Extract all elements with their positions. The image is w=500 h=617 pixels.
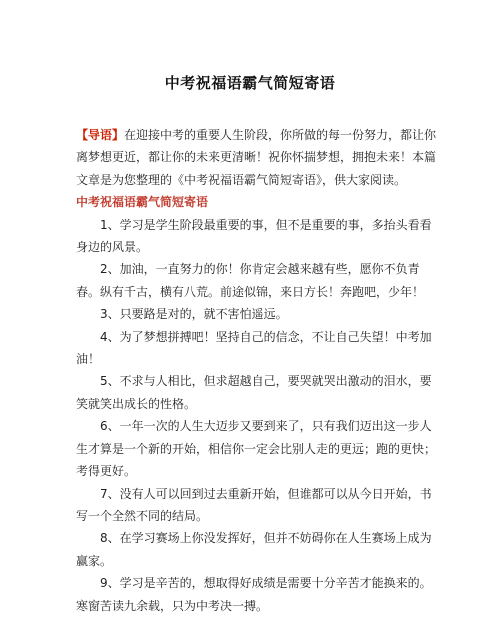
list-item: 3、只要路是对的，就不害怕遥远。: [100, 307, 288, 322]
list-item: 2、加油，一直努力的你！你肯定会越来越有些，愿你不负青春。纵有千古，横有八荒。前途似锦，来日方长！奔跑吧，少年！: [76, 262, 425, 299]
list-item: 9、学习是辛苦的，想取得好成绩是需要十分辛苦才能换来的。寒窗苦读九余载，只为中考决一搏。: [76, 576, 432, 613]
list-item: 4、为了梦想拼搏吧！坚持自己的信念，不让自己失望！中考加油！: [76, 329, 432, 367]
article-body: [76, 124, 438, 617]
list-item: 6、一年一次的人生大迈步又要到来了，只有我们迈出这一步人生才算是一个新的开始，相信你一定会比别人走的更远；跑的更快；考得更好。: [76, 419, 437, 479]
list-item: 5、不求与人相比，但求超越自己，要哭就哭出激动的泪水，要笑就笑出成长的性格。: [76, 374, 432, 411]
section-heading: 中考祝福语霸气简短寄语: [76, 195, 209, 210]
intro-text: 在迎接中考的重要人生阶段，你所做的每一份努力，都让你离梦想更近，都让你的未来更清晰！祝你怀揣梦想，拥抱未来！本篇文章是为您整理的《中考祝福语霸气简短寄语》，供大家阅读。: [76, 128, 437, 187]
intro-tag: 【导语】: [76, 128, 125, 142]
list-item: 8、在学习赛场上你没发挥好，但并不妨碍你在人生赛场上成为赢家。: [76, 531, 432, 568]
list-item: 7、没有人可以回到过去重新开始，但谁都可以从今日开始，书写一个全然不同的结局。: [76, 486, 432, 523]
article-title: 中考祝福语霸气简短寄语: [164, 74, 336, 92]
list-item: 1、学习是学生阶段最重要的事，但不是重要的事，多抬头看看身边的风景。: [76, 217, 432, 255]
intro-paragraph: [76, 124, 438, 191]
